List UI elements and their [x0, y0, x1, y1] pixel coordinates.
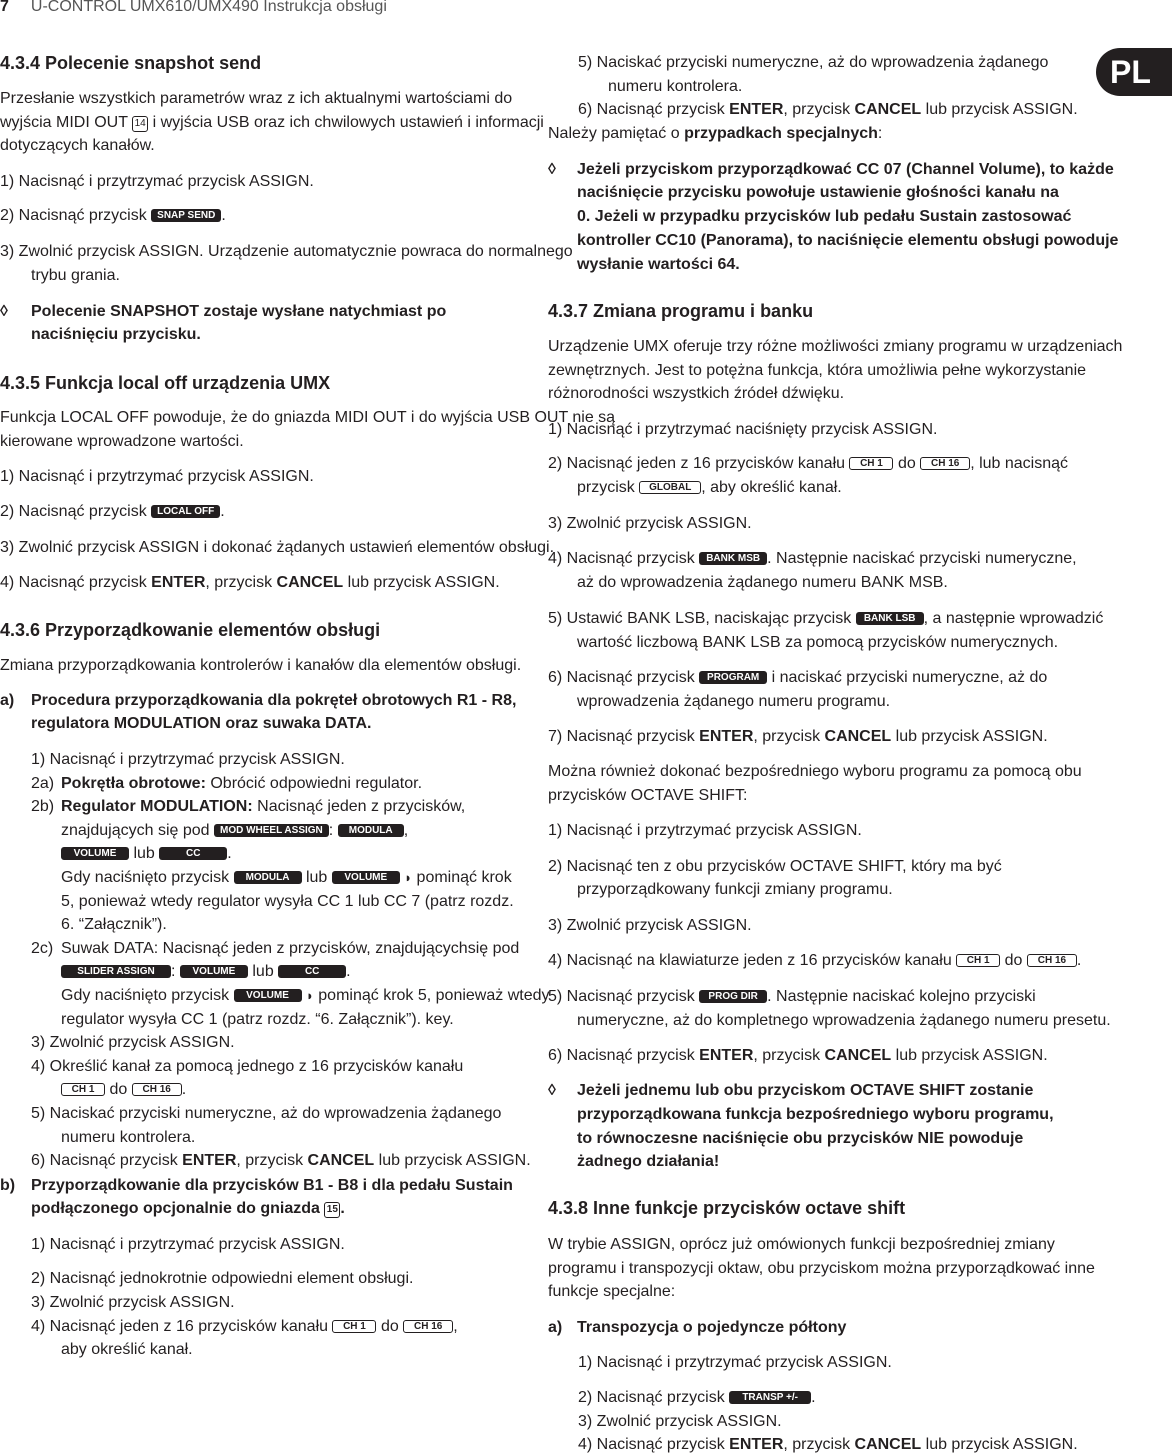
note: Jeżeli przyciskom przyporządkować CC 07 (Channel Volume), to każde: [577, 161, 1114, 178]
section-heading-4-3-8: 4.3.8 Inne funkcje przycisków octave shift: [548, 1198, 906, 1218]
step: CH 1 do CH 16 .: [61, 1079, 186, 1101]
mod-wheel-assign-button: MOD WHEEL ASSIGN: [214, 824, 329, 837]
paragraph: dotyczących kanałów.: [0, 137, 155, 154]
step: wartość liczbową BANK LSB za pomocą przycisków numerycznych.: [577, 634, 1059, 651]
note: [0, 301, 8, 323]
step: 1) Nacisnąć i przytrzymać przycisk ASSIGN.: [548, 822, 862, 839]
step: aby określić kanał.: [61, 1341, 193, 1358]
volume-button: VOLUME: [61, 847, 129, 860]
paragraph: funkcje specjalne:: [548, 1283, 676, 1300]
step: numeru kontrolera.: [608, 78, 743, 95]
volume-button: VOLUME: [332, 871, 400, 884]
program-button: PROGRAM: [699, 671, 767, 684]
global-button: GLOBAL: [639, 481, 701, 494]
step: 5, ponieważ wtedy regulator wysyła CC 1 lub CC 7 (patrz rozdz.: [61, 893, 514, 910]
step: Suwak DATA: Nacisnąć jeden z przycisków, znajdującychsię pod: [61, 940, 520, 957]
sub-heading: Przyporządkowanie dla przycisków B1 - B8 i dla pedału Sustain: [31, 1177, 513, 1194]
step: 2a): [31, 775, 55, 792]
sub-heading: Transpozycja o pojedyncze półtony: [577, 1319, 847, 1336]
diamond-icon: ◊: [548, 161, 556, 178]
step: 3) Zwolnić przycisk ASSIGN i dokonać żądanych ustawień elementów obsługi.: [0, 539, 555, 556]
step: aż do wprowadzenia żądanego numeru BANK MSB.: [577, 574, 948, 591]
note: kontroller CC10 (Panorama), to naciśnięcie elementu obsługi powoduje: [577, 232, 1119, 249]
transp-button: TRANSP +/-: [729, 1391, 811, 1404]
step: przycisk GLOBAL , aby określić kanał.: [577, 479, 842, 496]
step: 4) Nacisnąć przycisk BANK MSB . Następnie naciskać przyciski numeryczne,: [548, 550, 1077, 567]
paragraph: Zmiana przyporządkowania kontrolerów i kanałów dla elementów obsługi.: [0, 657, 522, 674]
paragraph: różnorodności wszystkich źródeł dźwięku.: [548, 385, 845, 402]
paragraph: przycisków OCTAVE SHIFT:: [548, 787, 748, 804]
step: numeru kontrolera.: [61, 1129, 196, 1146]
step: 2) Nacisnąć jeden z 16 przycisków kanału CH 1 do CH 16 , lub nacisnąć: [548, 455, 1069, 472]
step: 2) Nacisnąć przycisk TRANSP +/- .: [578, 1389, 816, 1406]
volume-button: VOLUME: [234, 989, 302, 1002]
paragraph: programu i transpozycji oktaw, obu przyciskom można przyporządkować inne: [548, 1260, 1095, 1277]
step: 3) Zwolnić przycisk ASSIGN.: [548, 917, 752, 934]
bank-msb-button: BANK MSB: [699, 552, 767, 565]
note: przyporządkowana funkcja bezpośredniego wyboru programu,: [577, 1106, 1054, 1123]
step: SLIDER ASSIGN : VOLUME lub CC .: [61, 961, 351, 983]
note: naciśnięcie przycisku powołuje ustawienie głośności kanału na: [577, 184, 1059, 201]
step: 5) Nacisnąć przycisk PROG DIR . Następnie naciskać kolejno przyciski: [548, 988, 1036, 1005]
step: 3) Zwolnić przycisk ASSIGN.: [548, 515, 752, 532]
diamond-icon: ◊: [548, 1082, 556, 1099]
sub-heading: podłączonego opcjonalnie do gniazda 15 .: [31, 1200, 345, 1217]
step: 6) Nacisnąć przycisk ENTER, przycisk CANCEL lub przycisk ASSIGN.: [578, 101, 1078, 118]
note: naciśnięciu przycisku.: [31, 326, 201, 343]
step: Gdy naciśnięto przycisk VOLUME ◗ pominąć krok 5, ponieważ wtedy: [61, 985, 550, 1007]
step: 2) Nacisnąć przycisk SNAP SEND .: [0, 207, 226, 224]
step: wprowadzenia żądanego numeru programu.: [577, 693, 891, 710]
step: 5) Naciskać przyciski numeryczne, aż do wprowadzenia żądanego: [578, 54, 1049, 71]
arrow-icon: ◗: [305, 988, 314, 1003]
sub-heading: Procedura przyporządkowania dla pokręteł obrotowych R1 - R8,: [31, 692, 517, 709]
ch1-button: CH 1: [61, 1083, 105, 1096]
ch16-button: CH 16: [920, 457, 970, 470]
step: trybu grania.: [31, 267, 120, 284]
step: 1) Nacisnąć i przytrzymać przycisk ASSIGN.: [578, 1354, 892, 1371]
step: 2c): [31, 940, 54, 957]
ch1-button: CH 1: [332, 1320, 376, 1333]
step: 1) Nacisnąć i przytrzymać przycisk ASSIGN.: [31, 751, 345, 768]
paragraph: Należy pamiętać o przypadkach specjalnych:: [548, 125, 883, 142]
note: [548, 159, 556, 181]
step: 1) Nacisnąć i przytrzymać przycisk ASSIGN.: [0, 173, 314, 190]
cc-button: CC: [278, 965, 346, 978]
step: 4) Nacisnąć przycisk ENTER, przycisk CANCEL lub przycisk ASSIGN.: [0, 574, 500, 591]
note: Polecenie SNAPSHOT zostaje wysłane natychmiast po: [31, 303, 447, 320]
paragraph: kierowane wprowadzone wartości.: [0, 433, 244, 450]
step: 2b): [31, 798, 55, 815]
document-title: U-CONTROL UMX610/UMX490 Instrukcja obsługi: [30, 0, 387, 15]
step: 5) Ustawić BANK LSB, naciskając przycisk BANK LSB , a następnie wprowadzić: [548, 610, 1104, 627]
step: 3) Zwolnić przycisk ASSIGN. Urządzenie automatycznie powraca do normalnego: [0, 243, 573, 260]
local-off-button: LOCAL OFF: [151, 505, 220, 518]
snap-send-button: SNAP SEND: [151, 209, 221, 222]
step: 3) Zwolnić przycisk ASSIGN.: [31, 1294, 235, 1311]
paragraph: Urządzenie UMX oferuje trzy różne możliwości zmiany programu w urządzeniach: [548, 338, 1123, 355]
paragraph: Funkcja LOCAL OFF powoduje, że do gniazda MIDI OUT i do wyjścia USB OUT nie są: [0, 409, 616, 426]
sub-label: a): [548, 1319, 563, 1336]
step: regulator wysyła CC 1 (patrz rozdz. “6. Załącznik”). key.: [61, 1011, 454, 1028]
paragraph: zewnętrznych. Jest to potężna funkcja, która umożliwia pełne wykorzystanie: [548, 362, 1087, 379]
section-heading-4-3-7: 4.3.7 Zmiana programu i banku: [548, 301, 814, 321]
slider-assign-button: SLIDER ASSIGN: [61, 965, 171, 978]
step: przyporządkowany funkcji zmiany programu.: [577, 881, 893, 898]
step: 1) Nacisnąć i przytrzymać przycisk ASSIGN.: [31, 1236, 345, 1253]
page-number: 7: [0, 0, 9, 15]
step: 1) Nacisnąć i przytrzymać przycisk ASSIGN.: [0, 468, 314, 485]
step: 6) Nacisnąć przycisk ENTER, przycisk CANCEL lub przycisk ASSIGN.: [31, 1152, 531, 1169]
paragraph: W trybie ASSIGN, oprócz już omówionych funkcji bezpośredniej zmiany: [548, 1236, 1055, 1253]
note: wysłanie wartości 64.: [577, 256, 740, 273]
ch1-button: CH 1: [849, 457, 893, 470]
step: 3) Zwolnić przycisk ASSIGN.: [578, 1413, 782, 1430]
paragraph: Można również dokonać bezpośredniego wyboru programu za pomocą obu: [548, 763, 1082, 780]
note: 0. Jeżeli w przypadku przycisków lub pedału Sustain zastosować: [577, 208, 1072, 225]
step: 6) Nacisnąć przycisk ENTER, przycisk CANCEL lub przycisk ASSIGN.: [548, 1047, 1048, 1064]
step: 3) Zwolnić przycisk ASSIGN.: [31, 1034, 235, 1051]
step: 4) Nacisnąć przycisk ENTER, przycisk CANCEL lub przycisk ASSIGN.: [578, 1436, 1078, 1453]
step: 4) Określić kanał za pomocą jednego z 16 przycisków kanału: [31, 1058, 464, 1075]
page-header: [0, 0, 387, 16]
step: Gdy naciśnięto przycisk MODULA lub VOLUME ◗ pominąć krok: [61, 867, 512, 889]
note: [548, 1080, 556, 1102]
ch16-button: CH 16: [132, 1083, 182, 1096]
modula-button: MODULA: [338, 824, 404, 837]
ch1-button: CH 1: [956, 954, 1000, 967]
step: Pokrętła obrotowe: Obrócić odpowiedni regulator.: [61, 775, 423, 792]
paragraph: Przesłanie wszystkich parametrów wraz z ich aktualnymi wartościami do: [0, 90, 513, 107]
step: Regulator MODULATION: Nacisnąć jeden z przycisków,: [61, 798, 466, 815]
step: 2) Nacisnąć jednokrotnie odpowiedni element obsługi.: [31, 1270, 414, 1287]
step: numeryczne, aż do kompletnego wprowadzenia żądanego numeru presetu.: [577, 1012, 1111, 1029]
section-heading-4-3-6: 4.3.6 Przyporządkowanie elementów obsługi: [0, 620, 381, 640]
volume-button: VOLUME: [180, 965, 248, 978]
step: 6) Nacisnąć przycisk PROGRAM i naciskać przyciski numeryczne, aż do: [548, 669, 1048, 686]
ch16-button: CH 16: [403, 1320, 453, 1333]
paragraph: wyjścia MIDI OUT 14 i wyjścia USB oraz ich chwilowych ustawień i informacji: [0, 114, 544, 131]
modula-button: MODULA: [234, 871, 302, 884]
note: to równoczesne naciśnięcie obu przycisków NIE powoduje: [577, 1130, 1024, 1147]
sub-heading: regulatora MODULATION oraz suwaka DATA.: [31, 715, 372, 732]
note: żadnego działania!: [577, 1153, 720, 1170]
arrow-icon: ◗: [404, 870, 413, 885]
step: 5) Naciskać przyciski numeryczne, aż do wprowadzenia żądanego: [31, 1105, 502, 1122]
step: 4) Nacisnąć jeden z 16 przycisków kanału CH 1 do CH 16 ,: [31, 1318, 458, 1335]
sub-label: a): [0, 692, 15, 709]
step: znajdujących się pod MOD WHEEL ASSIGN : MODULA ,: [61, 822, 409, 839]
jack-ref-14: 14: [132, 116, 148, 132]
sub-label: b): [0, 1177, 16, 1194]
cc-button: CC: [159, 847, 227, 860]
ch16-button: CH 16: [1027, 954, 1077, 967]
step: VOLUME lub CC .: [61, 843, 232, 865]
step: 7) Nacisnąć przycisk ENTER, przycisk CANCEL lub przycisk ASSIGN.: [548, 728, 1048, 745]
step: 2) Nacisnąć ten z obu przycisków OCTAVE SHIFT, który ma być: [548, 858, 1002, 875]
step: 1) Nacisnąć i przytrzymać naciśnięty przycisk ASSIGN.: [548, 421, 938, 438]
bank-lsb-button: BANK LSB: [856, 612, 924, 625]
diamond-icon: ◊: [0, 303, 8, 320]
jack-ref-15: 15: [324, 1202, 340, 1218]
note: Jeżeli jednemu lub obu przyciskom OCTAVE SHIFT zostanie: [577, 1082, 1034, 1099]
step: 4) Nacisnąć na klawiaturze jeden z 16 przycisków kanału CH 1 do CH 16 .: [548, 952, 1082, 969]
step: 6. “Załącznik”).: [61, 916, 167, 933]
prog-dir-button: PROG DIR: [699, 990, 767, 1003]
language-tab: PL: [1096, 48, 1172, 96]
section-heading-4-3-4: 4.3.4 Polecenie snapshot send: [0, 53, 262, 73]
section-heading-4-3-5: 4.3.5 Funkcja local off urządzenia UMX: [0, 373, 331, 393]
step: 2) Nacisnąć przycisk LOCAL OFF .: [0, 503, 225, 520]
